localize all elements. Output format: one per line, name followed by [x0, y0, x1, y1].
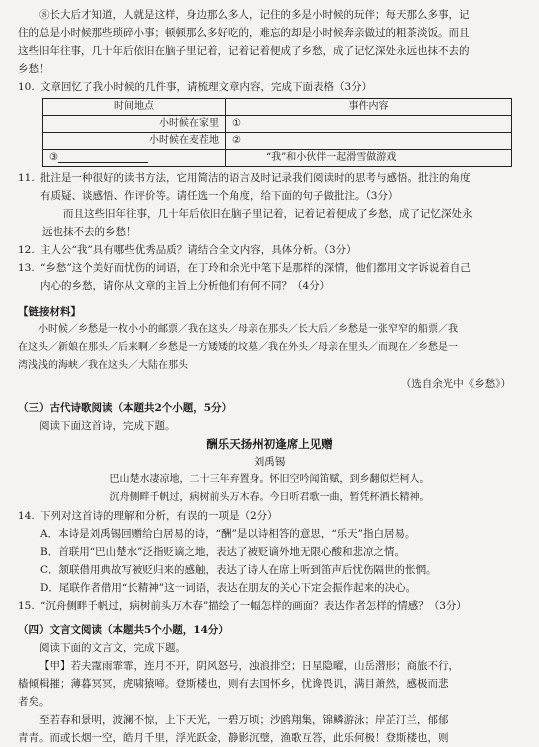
- table-cell-place: [43, 150, 226, 167]
- option-c: C．颔联借用典故写被贬归来的感触，表达了诗人在席上听到笛声后忧伤隔世的怅惘。: [40, 564, 437, 576]
- question-text: 文章回忆了我小时候的几件事，请梳理文章内容，完成下面表格（3分）: [40, 81, 373, 93]
- question-13: [18, 259, 521, 295]
- link-material-title: 【链接材料】: [18, 306, 81, 318]
- blank-marker: ③: [49, 152, 58, 163]
- poem-author: 刘禹锡: [253, 456, 286, 468]
- question-12: [18, 241, 521, 259]
- passage-para8: [18, 6, 521, 78]
- passage-line: ⑧长大后才知道，人就是这样，身边那么多人，记住的多是小时候的玩伴；每天那么多事，记: [39, 9, 470, 21]
- table-cell-event: ②: [226, 133, 512, 150]
- question-number: 10.: [18, 81, 35, 93]
- poem-line: 在这头／新娘在那头／后来啊／乡愁是一方矮矮的坟墓／我在外头／母亲在里头／而现在／乡愁是一: [18, 342, 458, 353]
- question-text: 下列对这首诗的理解和分析，有误的一项是（2分）: [40, 510, 278, 522]
- option-d: D．尾联作者借用“长精神”这一词语，表达在朋友的关心下定会振作起来的决心。: [40, 582, 417, 594]
- question-11: [18, 169, 521, 205]
- question-text: 内心的乡愁，请你从文章的主旨上分析他们有何不同？（4分）: [40, 280, 331, 292]
- quote-sentence: [18, 205, 521, 241]
- quote-line: 远也抹不去的乡愁！: [42, 226, 137, 238]
- table-row: [43, 116, 512, 133]
- option-a: A．本诗是刘禹锡回赠给白居易的诗，“酬”是以诗相答的意思，“乐天”指白居易。: [40, 528, 416, 540]
- option-b: B．首联用“巴山楚水”泛指贬谪之地，表达了被贬谪外地无限心酸和悲凉之情。: [40, 546, 405, 558]
- classical-text: [18, 711, 521, 747]
- passage-line: 乡愁！: [18, 63, 50, 75]
- question-number: 14.: [18, 510, 35, 522]
- question-text: 有质疑、谈感悟、作评价等。请任选一个角度，给下面的句子做批注。（3分）: [40, 190, 399, 202]
- table-row: [43, 133, 512, 150]
- question-14: [18, 507, 521, 525]
- poem-line: 小时候／乡愁是一枚小小的邮票／我在这头／母亲在那头／长大后／乡愁是一张窄窄的船票／我: [38, 324, 458, 335]
- table-cell-event: “我”和小伙伴一起滑雪做游戏: [226, 150, 512, 167]
- question-15: [18, 597, 521, 615]
- link-material-body: [18, 321, 521, 375]
- summary-table: [42, 98, 512, 167]
- question-number: 12.: [18, 244, 35, 256]
- classical-line: 【甲】若夫霪雨霏霏，连月不开，阴风怒号，浊浪排空；日星隐曜，山岳潜形；商旅不行，: [39, 660, 459, 672]
- question-text: 主人公“我”具有哪些优秀品质？请结合全文内容，具体分析。（3分）: [40, 244, 357, 256]
- table-header-place: 时间地点: [43, 99, 226, 116]
- question-number: 11.: [18, 172, 35, 184]
- passage-line: 这些旧年往事，几十年后依旧在脑子里记着，记着记着便成了乡愁，成了记忆深处永远也抹不去的: [18, 45, 470, 57]
- section-3-intro: 阅读下面这首诗，完成下题。: [39, 420, 176, 432]
- quote-line: 而且这些旧年往事，几十年后依旧在脑子里记着，记着记着便成了乡愁，成了记忆深处永: [63, 208, 473, 220]
- classical-line: 樯倾楫摧；薄暮冥冥，虎啸猿啼。登斯楼也，则有去国怀乡，忧谗畏讥，满目萧然，感极而悲: [18, 678, 449, 690]
- table-cell-place: 小时候在麦茬地: [43, 133, 226, 150]
- classical-line: 至若春和景明，波澜不惊，上下天光，一碧万顷；沙鸥翔集，锦鳞游泳；岸芷汀兰，郁郁: [39, 714, 449, 726]
- poem-body: [18, 471, 521, 507]
- question-number: 13.: [18, 262, 35, 274]
- question-text: “沉舟侧畔千帆过，病树前头万木春”描绘了一幅怎样的画面？表达作者怎样的情感？（3分）: [40, 600, 467, 612]
- question-number: 15.: [18, 600, 35, 612]
- poem-title: 酬乐天扬州初逢席上见赠: [206, 437, 333, 451]
- poem-line: 湾浅浅的海峡／我在这头／大陆在那头: [18, 360, 188, 371]
- table-row: [43, 150, 512, 167]
- table-cell-place: 小时候在家里: [43, 116, 226, 133]
- section-4-intro: 阅读下面的文言文，完成下题。: [39, 642, 186, 654]
- classical-text: [18, 657, 521, 711]
- section-4-heading: （四）文言文阅读（本题共5个小题，14分）: [18, 624, 229, 636]
- answer-blank: [58, 152, 148, 163]
- table-cell-event: ①: [226, 116, 512, 133]
- question-text: 批注是一种很好的读书方法，它用简洁的语言及时记录我们阅读时的思考与感悟。批注的角度: [40, 172, 471, 184]
- poem-line: 巴山楚水凄凉地，二十三年弃置身。怀旧空吟闻笛赋，到乡翻似烂柯人。: [109, 474, 430, 485]
- question-10: [18, 78, 521, 96]
- classical-line: 青青。而或长烟一空，皓月千里，浮光跃金，静影沉璧，渔歌互答，此乐何极！登斯楼也，则: [18, 732, 449, 744]
- table-header-row: [43, 99, 512, 116]
- link-source: （选自余光中《乡愁》）: [400, 378, 511, 390]
- classical-line: 者矣。: [18, 696, 50, 708]
- poem-line: 沉舟侧畔千帆过，病树前头万木春。今日听君歌一曲，暂凭杯酒长精神。: [109, 492, 430, 503]
- question-text: “乡愁”这个美好而忧伤的词语，在丁玲和余光中笔下是那样的深情，他们都用文字诉说着自己: [40, 262, 471, 274]
- section-3-heading: （三）古代诗歌阅读（本题共2个小题，5分）: [18, 402, 233, 414]
- table-header-event: 事件内容: [226, 99, 512, 116]
- passage-line: 住的总是小时候那些琐碎小事；顿顿那么多好吃的，难忘的却是小时候奔亲做过的粗茶淡饭。而且: [18, 27, 470, 39]
